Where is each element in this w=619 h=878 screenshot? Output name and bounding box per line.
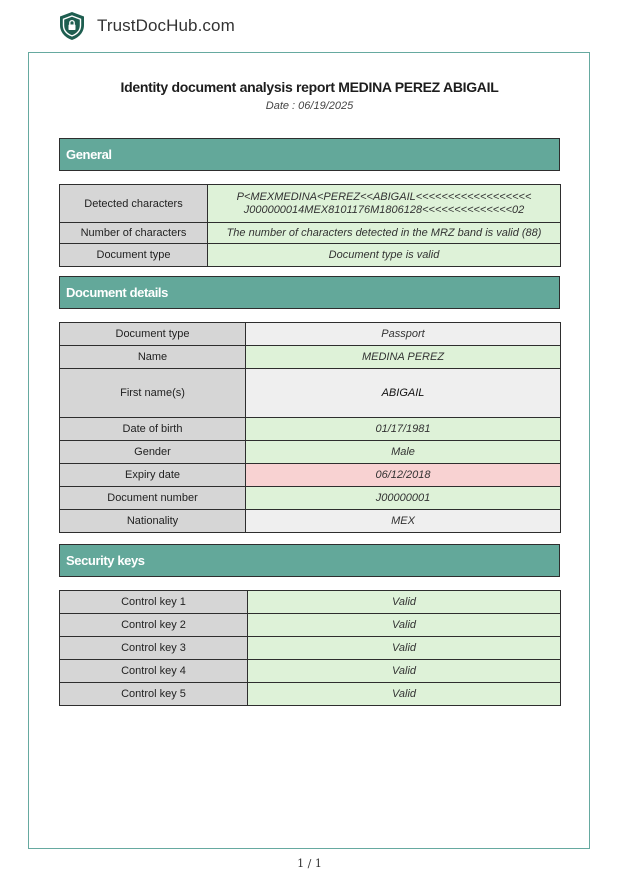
section-header-document-details: Document details xyxy=(59,276,560,309)
table-row xyxy=(60,510,561,533)
row-label: Control key 3 xyxy=(60,637,248,660)
row-value: MEDINA PEREZ xyxy=(246,346,561,369)
table-row xyxy=(60,464,561,487)
row-value: Valid xyxy=(248,660,561,683)
row-label: Document number xyxy=(60,487,246,510)
row-value: The number of characters detected in the MRZ band is valid (88) xyxy=(208,223,561,244)
table-row xyxy=(60,369,561,418)
security-keys-table xyxy=(59,590,561,706)
row-label: Control key 2 xyxy=(60,614,248,637)
table-row xyxy=(60,591,561,614)
row-label: Gender xyxy=(60,441,246,464)
mrz-value xyxy=(208,185,561,223)
details-table xyxy=(59,322,561,533)
table-row xyxy=(60,223,561,244)
table-row xyxy=(60,418,561,441)
table-row xyxy=(60,637,561,660)
table-row xyxy=(60,683,561,706)
mrz-line-1: P<MEXMEDINA<PEREZ<<ABIGAIL<<<<<<<<<<<<<<<<<< xyxy=(236,190,532,203)
brand-header[interactable] xyxy=(58,11,235,41)
page-number: 1 / 1 xyxy=(297,857,322,870)
table-row xyxy=(60,346,561,369)
table-row xyxy=(60,323,561,346)
row-label: Expiry date xyxy=(60,464,246,487)
table-row xyxy=(60,244,561,267)
row-value: Document type is valid xyxy=(208,244,561,267)
row-label: Control key 1 xyxy=(60,591,248,614)
row-value: Valid xyxy=(248,614,561,637)
row-label: Detected characters xyxy=(60,185,208,223)
table-row xyxy=(60,487,561,510)
row-value: Valid xyxy=(248,637,561,660)
row-value: Valid xyxy=(248,591,561,614)
section-header-general: General xyxy=(59,138,560,171)
row-label: First name(s) xyxy=(60,369,246,418)
table-row xyxy=(60,441,561,464)
row-label: Name xyxy=(60,346,246,369)
row-label: Document type xyxy=(60,323,246,346)
row-label: Nationality xyxy=(60,510,246,533)
row-value: Valid xyxy=(248,683,561,706)
row-value: MEX xyxy=(246,510,561,533)
row-value: 06/12/2018 xyxy=(246,464,561,487)
row-value: Male xyxy=(246,441,561,464)
row-label: Document type xyxy=(60,244,208,267)
table-row xyxy=(60,185,561,223)
section-header-security-keys: Security keys xyxy=(59,544,560,577)
row-label: Control key 5 xyxy=(60,683,248,706)
report-title: Identity document analysis report MEDINA PEREZ ABIGAIL xyxy=(120,79,499,95)
table-row xyxy=(60,660,561,683)
row-value: J00000001 xyxy=(246,487,561,510)
brand-name: TrustDocHub.com xyxy=(97,16,235,35)
table-row xyxy=(60,614,561,637)
row-value: ABIGAIL xyxy=(246,369,561,418)
row-label: Control key 4 xyxy=(60,660,248,683)
row-label: Date of birth xyxy=(60,418,246,441)
row-value: Passport xyxy=(246,323,561,346)
row-label: Number of characters xyxy=(60,223,208,244)
shield-lock-icon xyxy=(58,11,86,41)
general-table xyxy=(59,184,561,267)
mrz-line-2: J000000014MEX8101176M1806128<<<<<<<<<<<<<<02 xyxy=(243,203,525,216)
row-value: 01/17/1981 xyxy=(246,418,561,441)
report-date: Date : 06/19/2025 xyxy=(265,100,354,112)
